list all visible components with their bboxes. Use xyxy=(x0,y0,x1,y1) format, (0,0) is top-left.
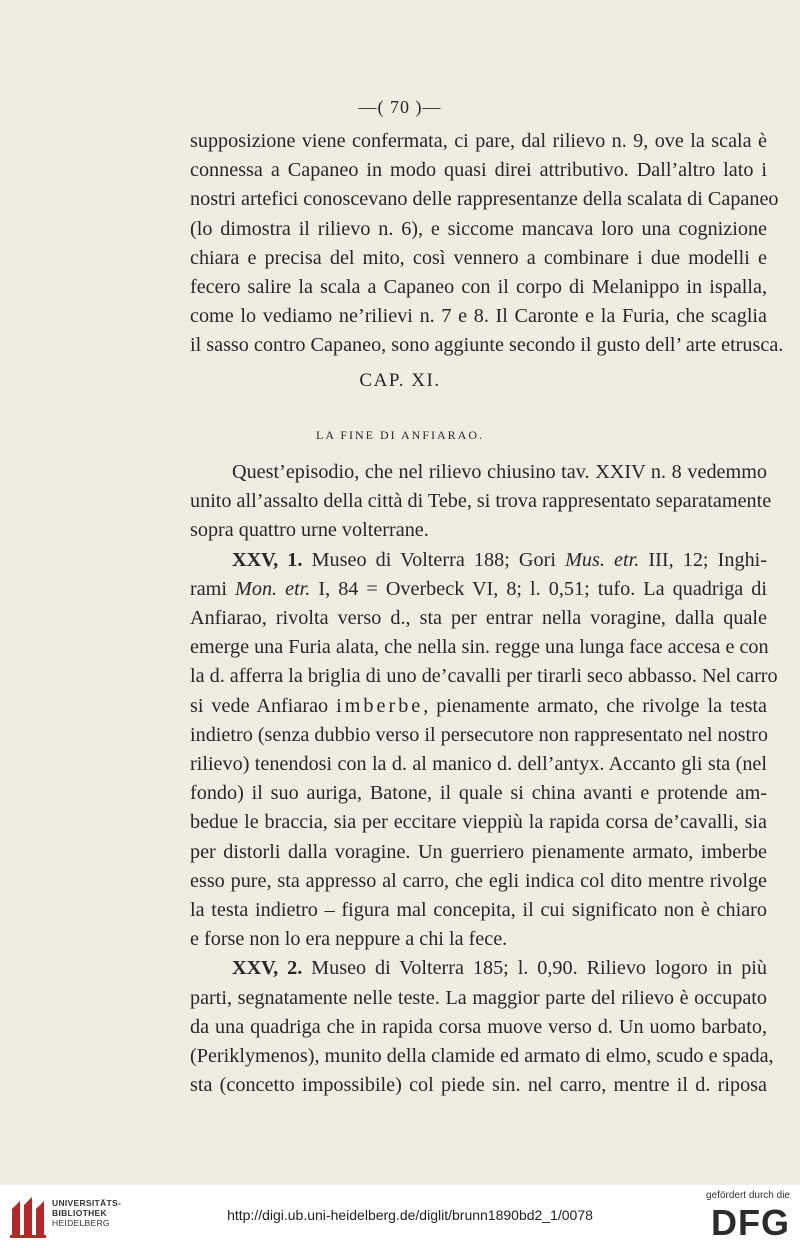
viewer-footer xyxy=(0,1185,800,1248)
text-line: e forse non lo era neppure a chi la fece. xyxy=(190,928,508,951)
dfg-logo: DFG xyxy=(711,1202,790,1243)
text-line: Quest’episodio, che nel rilievo chiusino tav. XXIV n. 8 vedemmo xyxy=(232,461,767,483)
permalink-url[interactable]: http://digi.ub.uni-heidelberg.de/diglit/brunn1890bd2_1/0078 xyxy=(227,1207,593,1223)
text-line: connessa a Capaneo in modo quasi direi attributivo. Dall’altro lato i xyxy=(190,159,767,182)
chapter-subtitle: LA FINE DI ANFIARAO. xyxy=(315,428,484,442)
text-line: la d. afferra la briglia di uno de’cavalli per tirarli seco abbasso. Nel carro xyxy=(190,665,778,688)
page-number: —( 70 )— xyxy=(358,97,442,117)
paragraph-1 xyxy=(190,127,784,361)
text-line: chiara e precisa del mito, così vennero a combinare i due modelli e xyxy=(190,246,767,269)
entry-2-number: XXV, 2. xyxy=(232,957,303,980)
text-line: la testa indietro – figura mal concepita, il cui significato non è chiaro xyxy=(190,899,767,922)
entry-1-line: XXV, 1. Museo di Volterra 188; Gori Mus. etr. III, 12; Inghi- xyxy=(232,548,767,571)
text-line: per distorli dalla voragine. Un guerriero pienamente armato, imberbe xyxy=(190,840,767,863)
funding-caption: gefördert durch die xyxy=(706,1190,790,1201)
text-line: esso pure, sta appresso al carro, che egli indica col dito mentre rivolge xyxy=(190,869,767,892)
entry-1-line: si vede Anfiarao imberbe, pienamente armato, che rivolge la testa xyxy=(190,694,767,717)
text-line: bedue le braccia, sia per eccitare vieppiù la rapida corsa de’cavalli, sia xyxy=(190,811,767,834)
library-name: UNIVERSITÄTS- BIBLIOTHEK HEIDELBERG xyxy=(52,1198,122,1228)
text-line: nostri artefici conoscevano delle rappresentanze della scalata di Capaneo xyxy=(190,188,779,211)
text-line: rilievo) tenendosi con la d. al manico d. dell’antyx. Accanto gli sta (nel xyxy=(190,753,767,776)
text-line: come lo vediamo ne’rilievi n. 7 e 8. Il Caronte e la Furia, che scaglia xyxy=(190,305,767,328)
text-line: indietro (senza dubbio verso il persecutore non rappresentato nel nostro xyxy=(190,723,768,746)
text-line: fondo) il suo auriga, Batone, il quale si china avanti e protende am- xyxy=(190,782,767,805)
text-line: (Periklymenos), munito della clamide ed armato di elmo, scudo e spada, xyxy=(190,1045,774,1068)
text-line: unito all’assalto della città di Tebe, si trova rappresentato separatamente xyxy=(190,490,772,513)
text-line: da una quadriga che in rapida corsa muove verso d. Un uomo barbato, xyxy=(190,1015,767,1038)
text-line: il sasso contro Capaneo, sono aggiunte secondo il gusto dell’ arte etrusca. xyxy=(190,334,784,357)
chapter-title: CAP. XI. xyxy=(359,370,441,391)
paragraph-2 xyxy=(190,458,778,1100)
text-line: sopra quattro urne volterrane. xyxy=(190,519,429,542)
entry-1-number: XXV, 1. xyxy=(232,548,303,571)
text-line: emerge una Furia alata, che nella sin. regge una lunga face accesa e con xyxy=(190,636,769,659)
text-line: supposizione viene confermata, ci pare, dal rilievo n. 9, ove la scala è xyxy=(190,130,767,152)
text-line: Anfiarao, rivolta verso d., sta per entrar nella voragine, dalla quale xyxy=(190,607,767,630)
entry-2-line: XXV, 2. Museo di Volterra 185; l. 0,90. Rilievo logoro in più xyxy=(232,957,767,980)
text-line: (lo dimostra il rilievo n. 6), e siccome mancava loro una cognizione xyxy=(190,217,767,240)
text-line: parti, segnatamente nelle teste. La maggior parte del rilievo è occupato xyxy=(190,986,767,1009)
university-library-logo-icon xyxy=(8,1195,48,1239)
text-line: fecero salire la scala a Capaneo con il corpo di Melanippo in ispalla, xyxy=(190,276,767,299)
text-line: sta (concetto impossibile) col piede sin. nel carro, mentre il d. riposa xyxy=(190,1074,767,1097)
entry-1-line: rami Mon. etr. I, 84 = Overbeck VI, 8; l. 0,51; tufo. La quadriga di xyxy=(190,577,767,600)
